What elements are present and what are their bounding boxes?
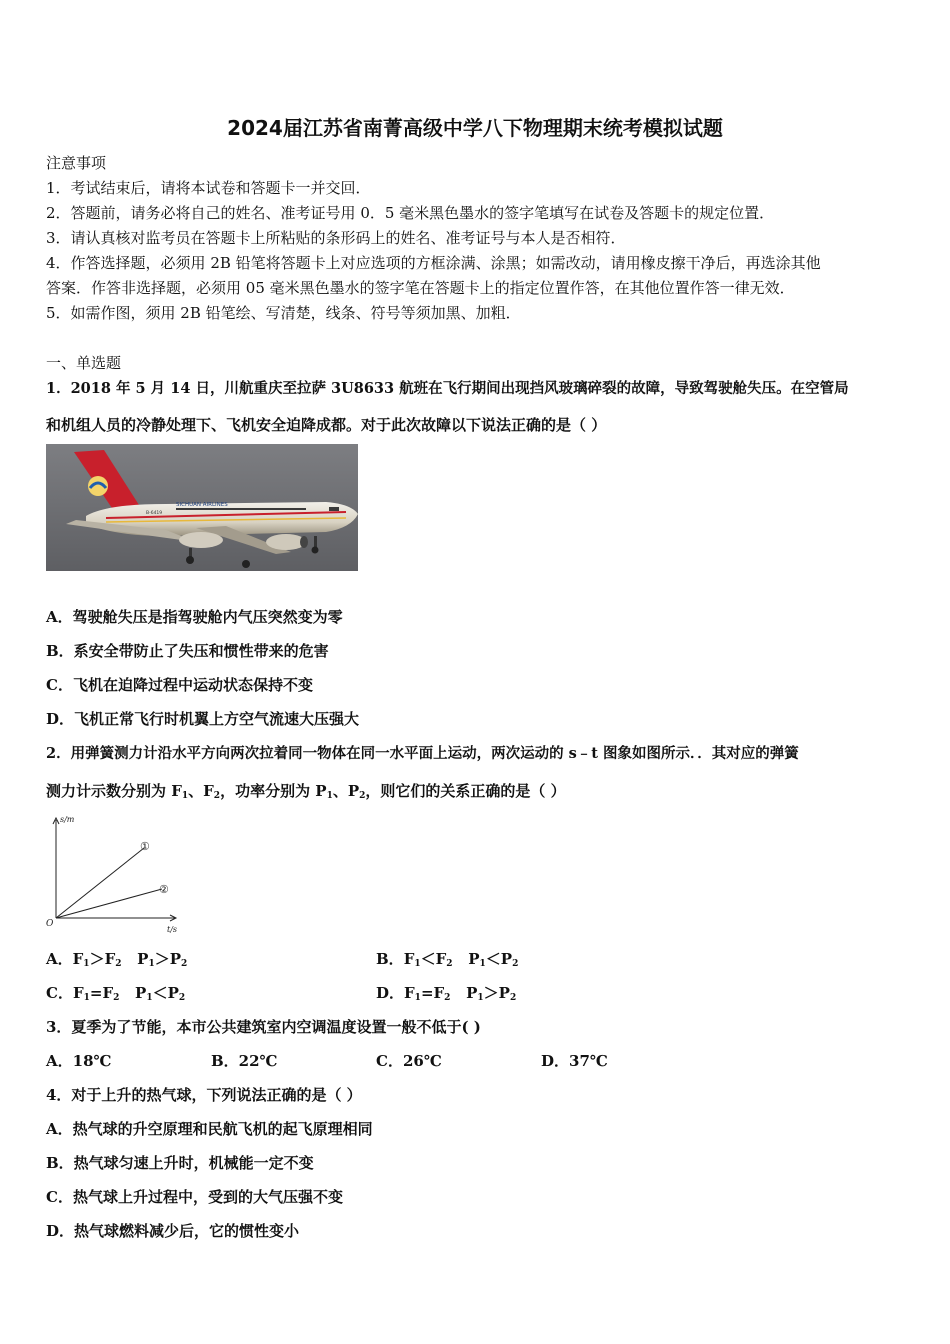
stem-text: 、P (332, 782, 360, 800)
notice-item: 3．请认真核对监考员在答题卡上所粘贴的条形码上的姓名、准考证号与本人是否相符． (46, 229, 626, 247)
notice-item: 2．答题前，请务必将自己的姓名、准考证号用 0．5 毫米黑色墨水的签字笔填写在试卷及答题卡的规定位置． (46, 204, 775, 222)
subscript: 1 (414, 959, 421, 969)
airline-name: SICHUAN AIRLINES (176, 502, 228, 508)
notice-item: 4．作答选择题，必须用 2B 铅笔将答题卡上对应选项的方框涂满、涂黑；如需改动，请用橡皮擦干净后，再选涂其他 (46, 254, 821, 272)
notice-item: 5．如需作图，须用 2B 铅笔绘、写清楚，线条、符号等须加黑、加粗． (46, 304, 521, 322)
subscript: 1 (326, 791, 333, 801)
line-2-label: ② (159, 883, 169, 896)
q2-option-c (46, 982, 185, 1003)
q3-option-b: B．22℃ (211, 1052, 278, 1070)
question-2-stem: 2．用弹簧测力计沿水平方向两次拉着同一物体在同一水平面上运动，两次运动的 s﹣t 图象如图所示．．其对应的弹簧 (46, 745, 799, 762)
subscript: 1 (181, 791, 189, 801)
symbol: F (403, 950, 415, 968)
line-1 (56, 848, 144, 918)
symbol: P (135, 984, 147, 1002)
relation: = (89, 984, 103, 1002)
subscript: 1 (479, 959, 486, 969)
subscript: 2 (181, 959, 188, 969)
subscript: 2 (444, 993, 451, 1003)
q3-option-d: D．37℃ (541, 1052, 608, 1070)
question-4-stem: 4．对于上升的热气球，下列说法正确的是（ ） (46, 1086, 362, 1104)
relation: ＜ (485, 950, 501, 968)
q4-option-b: B．热气球匀速上升时，机械能一定不变 (46, 1154, 314, 1172)
option-letter: B． (376, 950, 404, 968)
section-heading: 一、单选题 (46, 354, 122, 372)
q1-option-b: B．系安全带防止了失压和惯性带来的危害 (46, 642, 329, 660)
line-1-label: ① (140, 840, 150, 853)
option-letter: D． (376, 984, 405, 1002)
relation: ＜ (420, 950, 436, 968)
stem-text: ，功率分别为 P (220, 782, 327, 800)
symbol: P (500, 950, 513, 968)
subscript: 2 (213, 791, 221, 801)
symbol: F (102, 984, 114, 1002)
symbol: F (72, 950, 84, 968)
q1-option-d: D．飞机正常飞行时机翼上方空气流速大压强大 (46, 710, 360, 728)
q4-option-a: A．热气球的升空原理和民航飞机的起飞原理相同 (46, 1120, 373, 1138)
subscript: 2 (512, 959, 519, 969)
symbol: P (468, 950, 480, 968)
question-1-stem-cont: 和机组人员的冷静处理下、飞机安全迫降成都。对于此次故障以下说法正确的是（ ） (46, 416, 607, 434)
relation: ＜ (152, 984, 168, 1002)
line-2 (56, 889, 162, 918)
symbol: P (498, 984, 510, 1002)
question-1-stem: 1．2018 年 5 月 14 日，川航重庆至拉萨 3U8633 航班在飞行期间出现挡风玻璃碎裂的故障，导致驾驶舱失压。在空管局 (46, 380, 849, 397)
relation: ＞ (89, 950, 105, 968)
symbol: F (433, 984, 445, 1002)
s-t-graph (44, 812, 184, 936)
option-letter: C． (46, 984, 73, 1002)
symbol: P (137, 950, 149, 968)
stem-text: 、F (188, 782, 214, 800)
notice-heading: 注意事项 (46, 154, 107, 172)
y-axis-label: s/m (60, 815, 75, 824)
origin-label: O (46, 919, 54, 929)
q2-option-d (376, 982, 516, 1003)
subscript: 2 (115, 959, 122, 969)
q4-option-d: D．热气球燃料减少后，它的惯性变小 (46, 1222, 300, 1240)
subscript: 2 (359, 791, 366, 801)
symbol: P (167, 984, 179, 1002)
x-axis-label: t/s (167, 925, 178, 934)
subscript: 2 (113, 993, 120, 1003)
relation: = (420, 984, 434, 1002)
symbol: F (435, 950, 447, 968)
symbol: P (169, 950, 182, 968)
subscript: 1 (148, 959, 155, 969)
q1-option-a: A．驾驶舱失压是指驾驶舱内气压突然变为零 (46, 608, 343, 626)
symbol: F (404, 984, 415, 1002)
q3-option-a: A．18℃ (46, 1052, 112, 1070)
q4-option-c: C．热气球上升过程中，受到的大气压强不变 (46, 1188, 343, 1206)
q1-option-c: C．飞机在迫降过程中运动状态保持不变 (46, 676, 313, 694)
subscript: 1 (477, 993, 484, 1003)
relation: ＞ (154, 950, 170, 968)
relation: ＞ (483, 984, 499, 1002)
symbol: P (466, 984, 478, 1002)
q2-option-b (376, 948, 518, 969)
question-3-stem: 3．夏季为了节能，本市公共建筑室内空调温度设置一般不低于( ) (46, 1018, 481, 1036)
symbol: F (72, 984, 84, 1002)
option-letter: A． (46, 950, 73, 968)
airplane-photo (46, 444, 358, 571)
stem-text: ，则它们的关系正确的是（ ） (365, 782, 566, 800)
symbol: F (104, 950, 116, 968)
stem-text: 测力计示数分别为 F (46, 782, 182, 800)
question-2-stem-cont (46, 780, 566, 801)
q2-option-a (46, 948, 187, 969)
subscript: 1 (146, 993, 153, 1003)
subscript: 1 (414, 993, 421, 1003)
subscript: 2 (178, 993, 186, 1003)
notice-item: 答案．作答非选择题，必须用 05 毫米黑色墨水的签字笔在答题卡上的指定位置作答，在其他位置作答一律无效． (46, 279, 795, 297)
page-title: 2024届江苏省南菁高级中学八下物理期末统考模拟试题 (227, 116, 723, 140)
subscript: 1 (83, 993, 90, 1003)
notice-item: 1．考试结束后，请将本试卷和答题卡一并交回． (46, 179, 371, 197)
subscript: 2 (446, 959, 453, 969)
subscript: 2 (509, 993, 517, 1003)
subscript: 1 (83, 959, 90, 969)
q3-option-c: C．26℃ (376, 1052, 442, 1070)
aircraft-registration: B-6419 (146, 511, 163, 516)
